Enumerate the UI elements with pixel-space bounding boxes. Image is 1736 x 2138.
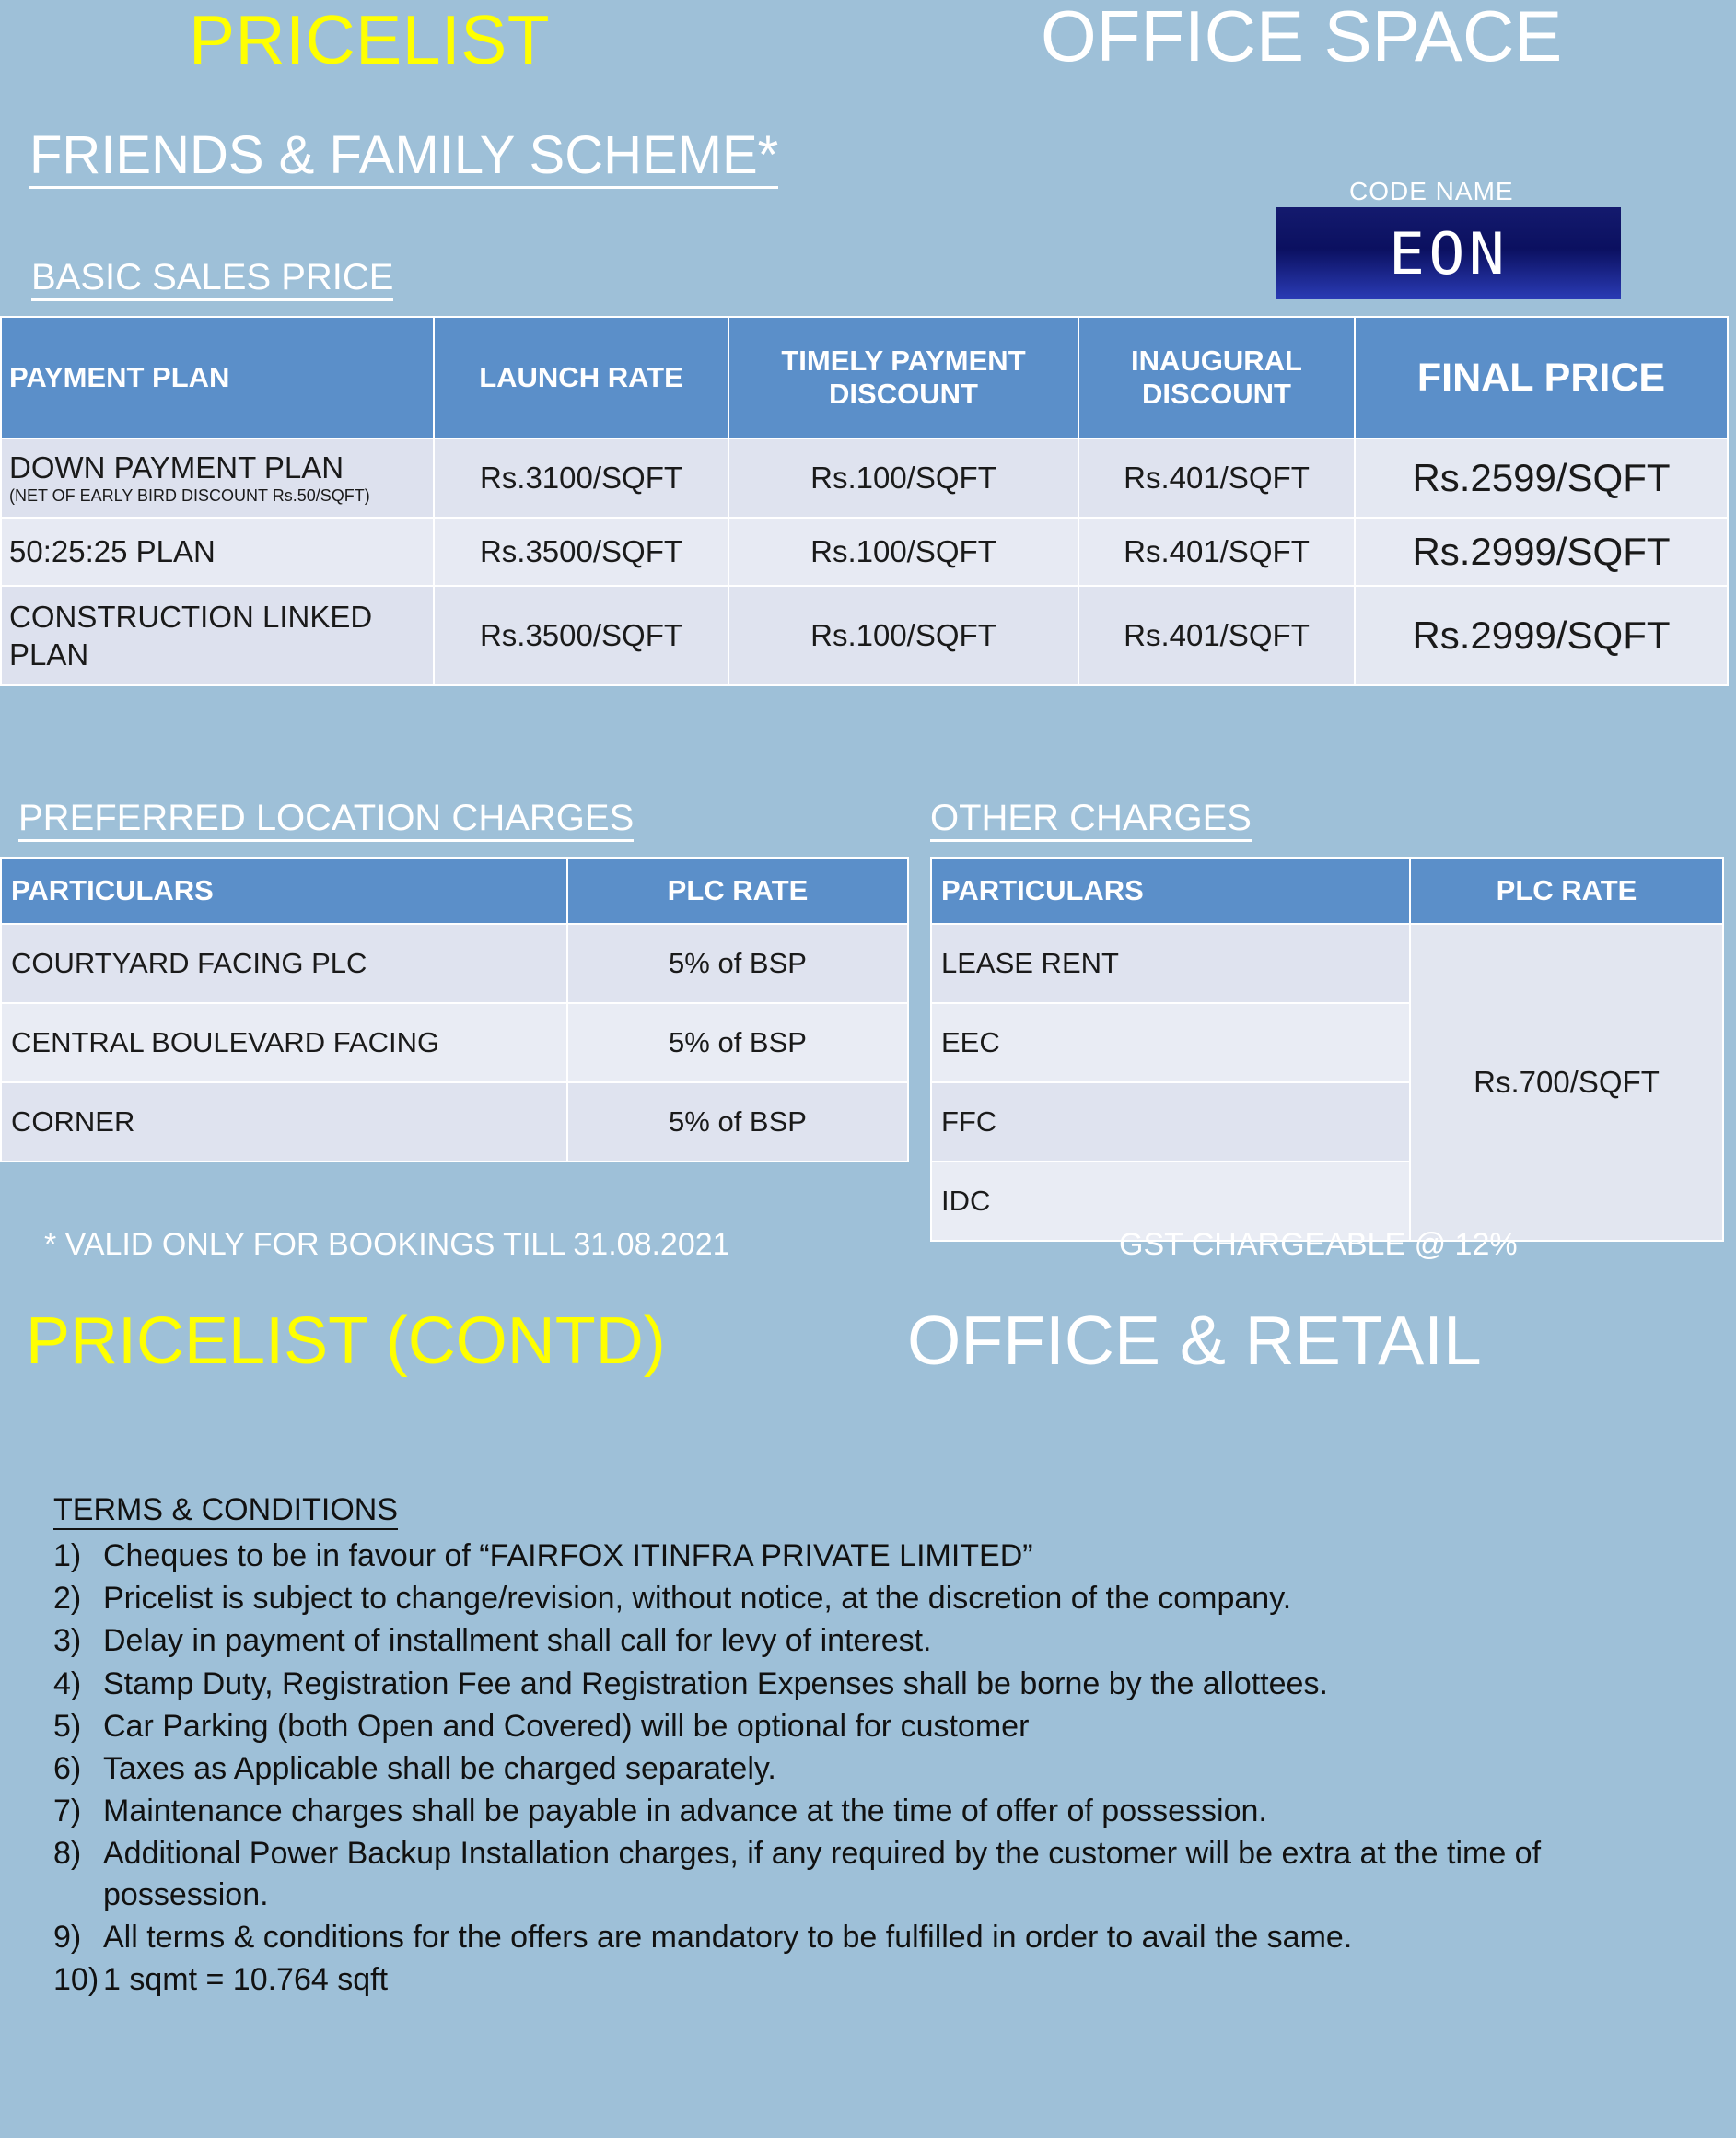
list-item [53, 1664, 1702, 1704]
col-plc-rate: PLC RATE [567, 858, 908, 924]
table-row [931, 924, 1723, 1003]
term-text: Pricelist is subject to change/revision, without notice, at the discretion of the company. [103, 1581, 1292, 1617]
cell-payment-plan [1, 438, 434, 518]
term-text: Delay in payment of installment shall call for levy of interest. [103, 1623, 932, 1659]
term-text: All terms & conditions for the offers are mandatory to be fulfilled in order to avail the same. [103, 1919, 1353, 1955]
plc-heading: PREFERRED LOCATION CHARGES [18, 797, 634, 842]
col-timely-payment-discount: TIMELY PAYMENT DISCOUNT [728, 317, 1078, 438]
cell-inaugural-discount: Rs.401/SQFT [1078, 518, 1355, 586]
term-number: 3) [53, 1623, 82, 1659]
preferred-location-charges-table [0, 857, 909, 1162]
cell-final-price: Rs.2999/SQFT [1355, 586, 1728, 686]
plan-name: CONSTRUCTION LINKED PLAN [9, 599, 373, 672]
cell-timely-discount: Rs.100/SQFT [728, 438, 1078, 518]
cell-other-particular: LEASE RENT [931, 924, 1410, 1003]
col-final-price: FINAL PRICE [1355, 317, 1728, 438]
other-charges-heading-wrap [930, 797, 1252, 842]
scheme-title: FRIENDS & FAMILY SCHEME* [29, 129, 778, 189]
plan-note: (NET OF EARLY BIRD DISCOUNT Rs.50/SQFT) [9, 486, 370, 505]
cell-other-particular: FFC [931, 1082, 1410, 1162]
cell-inaugural-discount: Rs.401/SQFT [1078, 438, 1355, 518]
table-row [1, 1082, 908, 1162]
gst-note: GST CHARGEABLE @ 12% [1119, 1227, 1518, 1262]
code-name-label: CODE NAME [1349, 177, 1514, 205]
term-text: Additional Power Backup Installation charges, if any required by the customer will be extra at the time of possession. [103, 1836, 1542, 1912]
col-other-particulars: PARTICULARS [931, 858, 1410, 924]
validity-note: * VALID ONLY FOR BOOKINGS TILL 31.08.2021 [44, 1227, 730, 1262]
table-header-row [1, 858, 908, 924]
term-number: 2) [53, 1581, 82, 1617]
list-item [53, 1706, 1702, 1747]
table-row [1, 586, 1728, 686]
table-row [1, 438, 1728, 518]
term-text: Cheques to be in favour of “FAIRFOX ITINFRA PRIVATE LIMITED” [103, 1538, 1033, 1573]
terms-list [53, 1536, 1702, 2000]
col-payment-plan: PAYMENT PLAN [1, 317, 434, 438]
cell-plc-particular: CORNER [1, 1082, 567, 1162]
plan-name: 50:25:25 PLAN [9, 533, 216, 568]
term-number: 1) [53, 1538, 82, 1573]
list-item [53, 1791, 1702, 1831]
cell-inaugural-discount: Rs.401/SQFT [1078, 586, 1355, 686]
terms-title: TERMS & CONDITIONS [53, 1492, 398, 1530]
cell-other-particular: EEC [931, 1003, 1410, 1082]
cell-payment-plan [1, 586, 434, 686]
other-charges-heading: OTHER CHARGES [930, 797, 1252, 842]
list-item [53, 1578, 1702, 1618]
list-item [53, 1536, 1702, 1576]
table-header-row [1, 317, 1728, 438]
table-row [1, 924, 908, 1003]
term-number: 7) [53, 1793, 82, 1829]
page-title-pricelist: PRICELIST [189, 1, 551, 78]
basic-sales-price-heading: BASIC SALES PRICE [31, 256, 393, 301]
list-item [53, 1959, 1702, 2000]
page-title-office-retail: OFFICE & RETAIL [907, 1302, 1482, 1379]
col-inaugural-discount: INAUGURAL DISCOUNT [1078, 317, 1355, 438]
cell-timely-discount: Rs.100/SQFT [728, 518, 1078, 586]
term-text: 1 sqmt = 10.764 sqft [103, 1961, 389, 1997]
cell-other-merged-rate: Rs.700/SQFT [1410, 924, 1723, 1241]
term-number: 5) [53, 1708, 82, 1744]
page-title-office-space: OFFICE SPACE [1041, 0, 1563, 76]
term-number: 6) [53, 1750, 82, 1786]
term-number: 9) [53, 1919, 82, 1955]
list-item [53, 1620, 1702, 1661]
cell-plc-rate: 5% of BSP [567, 924, 908, 1003]
cell-launch-rate: Rs.3500/SQFT [434, 586, 728, 686]
cell-launch-rate: Rs.3500/SQFT [434, 518, 728, 586]
table-row [1, 1003, 908, 1082]
cell-timely-discount: Rs.100/SQFT [728, 586, 1078, 686]
term-number: 4) [53, 1665, 82, 1701]
cell-plc-particular: CENTRAL BOULEVARD FACING [1, 1003, 567, 1082]
cell-plc-rate: 5% of BSP [567, 1082, 908, 1162]
basic-sales-price-heading-wrap [31, 256, 393, 301]
basic-sales-price-table [0, 316, 1729, 686]
term-text: Car Parking (both Open and Covered) will be optional for customer [103, 1708, 1030, 1744]
other-charges-table [930, 857, 1724, 1242]
cell-other-particular: IDC [931, 1162, 1410, 1241]
list-item [53, 1833, 1702, 1914]
col-other-rate: PLC RATE [1410, 858, 1723, 924]
term-text: Stamp Duty, Registration Fee and Registration Expenses shall be borne by the allottees. [103, 1665, 1328, 1701]
cell-final-price: Rs.2599/SQFT [1355, 438, 1728, 518]
table-row [1, 518, 1728, 586]
cell-final-price: Rs.2999/SQFT [1355, 518, 1728, 586]
term-number: 10) [53, 1961, 99, 1997]
col-plc-particulars: PARTICULARS [1, 858, 567, 924]
list-item [53, 1748, 1702, 1789]
term-number: 8) [53, 1836, 82, 1872]
cell-plc-particular: COURTYARD FACING PLC [1, 924, 567, 1003]
cell-payment-plan [1, 518, 434, 586]
cell-plc-rate: 5% of BSP [567, 1003, 908, 1082]
terms-and-conditions-section [53, 1492, 1702, 2002]
code-name-value: EON [1388, 219, 1509, 287]
cell-launch-rate: Rs.3100/SQFT [434, 438, 728, 518]
term-text: Taxes as Applicable shall be charged separately. [103, 1750, 776, 1786]
plan-name: DOWN PAYMENT PLAN [9, 450, 344, 485]
list-item [53, 1917, 1702, 1957]
code-name-badge [1276, 207, 1621, 299]
table-header-row [931, 858, 1723, 924]
col-launch-rate: LAUNCH RATE [434, 317, 728, 438]
plc-heading-wrap [18, 797, 634, 842]
term-text: Maintenance charges shall be payable in advance at the time of offer of possession. [103, 1793, 1267, 1829]
page-title-pricelist-contd: PRICELIST (CONTD) [26, 1304, 666, 1378]
